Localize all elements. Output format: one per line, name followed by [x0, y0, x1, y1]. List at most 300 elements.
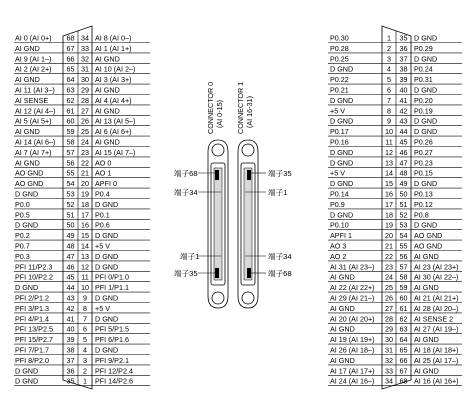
signal-label: AI 23 (AI 23+) [414, 262, 459, 272]
connector-1-subtitle: (AI 16-31) [245, 96, 254, 128]
signal-label: AO GND [414, 241, 443, 251]
pin-number: 60 [399, 293, 408, 303]
signal-label: AI 2 (AI 2+) [15, 64, 52, 74]
pin-number: 39 [66, 335, 75, 345]
pin-number: 63 [66, 85, 75, 95]
callout-c1-pin34: 端子34 [268, 252, 292, 261]
pin-number: 31 [385, 345, 393, 355]
signal-label: AI 31 (AI 23–) [330, 262, 375, 272]
signal-label: AI 7 (AI 7+) [15, 147, 52, 157]
signal-label: D GND [15, 366, 39, 376]
signal-label: AI 6 (AI 6+) [95, 127, 132, 137]
signal-label: P0.16 [330, 137, 349, 147]
signal-label: AI 12 (AI 4–) [15, 106, 56, 116]
pin-number: 23 [385, 262, 393, 272]
signal-label: AI 24 (AI 16–) [330, 376, 375, 386]
connector-0-top-screw [212, 144, 224, 156]
pin-number: 12 [385, 147, 393, 157]
signal-label: AI 22 (AI 22+) [330, 283, 375, 293]
signal-label: PFI 2/P1.2 [15, 293, 49, 303]
left_connector-row [14, 117, 150, 126]
pin-number: 68 [399, 376, 408, 386]
left_connector-row [14, 106, 150, 115]
pin-number: 8 [83, 303, 87, 313]
pin-number: 33 [81, 43, 89, 53]
pin-number: 64 [66, 75, 75, 85]
signal-label: P0.21 [330, 85, 349, 95]
signal-label: AI 8 (AI 0–) [95, 33, 132, 43]
signal-label: D GND [15, 283, 39, 293]
signal-label: AI GND [95, 54, 120, 64]
pin-number: 49 [399, 179, 408, 189]
signal-label: P0.20 [414, 95, 433, 105]
pin-number: 11 [81, 272, 89, 282]
signal-label: AI 19 (AI 19+) [330, 335, 375, 345]
connector-1-pinout [328, 26, 462, 389]
left_connector-row [14, 179, 150, 188]
signal-label: AI GND [15, 158, 40, 168]
signal-label: D GND [15, 189, 39, 199]
pin-number: 22 [385, 251, 393, 261]
pin-number: 19 [81, 189, 89, 199]
pin-number: 52 [399, 210, 408, 220]
pin-number: 9 [387, 116, 391, 126]
pin-number: 56 [66, 158, 75, 168]
callout-c0-pin68: 端子68 [174, 169, 198, 178]
signal-label: AO GND [15, 168, 44, 178]
pin-number: 21 [385, 241, 393, 251]
pin-number: 57 [399, 262, 408, 272]
signal-label: D GND [330, 64, 354, 74]
signal-label: AI 1 (AI 1+) [95, 43, 132, 53]
pin-number: 68 [66, 33, 75, 43]
signal-label: P0.4 [95, 189, 110, 199]
pin-number: 36 [66, 366, 75, 376]
signal-label: PFI 3/P1.3 [15, 303, 49, 313]
connector-0-socket-insert [214, 168, 222, 280]
pin-number: 50 [399, 189, 408, 199]
pin-number: 8 [387, 106, 391, 116]
signal-label: AO GND [414, 231, 443, 241]
left_connector-row [14, 200, 150, 209]
signal-label: AI 3 (AI 3+) [95, 75, 132, 85]
pin-number: 38 [399, 64, 408, 74]
left_connector-row [14, 148, 150, 157]
signal-label: PFI 4/P1.4 [15, 314, 49, 324]
center-connectors [174, 82, 292, 308]
pin-number: 50 [66, 220, 75, 230]
connector-1-title: CONNECTOR 1 [236, 81, 245, 134]
signal-label: PFI 10/P2.2 [15, 272, 53, 282]
signal-label: P0.26 [414, 137, 433, 147]
pin-number: 67 [66, 43, 75, 53]
left_connector-row [14, 96, 150, 105]
pin-number: 59 [399, 283, 408, 293]
pin-number: 18 [385, 210, 393, 220]
signal-label: D GND [95, 293, 119, 303]
pin-number: 66 [399, 355, 408, 365]
signal-label: APFI 1 [330, 231, 352, 241]
callout-c1-pin68: 端子68 [268, 269, 292, 278]
pin-number: 44 [66, 283, 75, 293]
signal-label: D GND [15, 220, 39, 230]
signal-label: P0.7 [15, 241, 30, 251]
pin-number: 40 [66, 324, 75, 334]
signal-label: AI 30 (AI 22–) [414, 272, 459, 282]
pin-number: 15 [385, 179, 393, 189]
pin-number: 43 [399, 116, 408, 126]
signal-label: AI 4 (AI 4+) [95, 95, 132, 105]
signal-label: P0.22 [330, 75, 349, 85]
connector-1-bottom-screw [242, 292, 254, 304]
pin-number: 41 [66, 314, 75, 324]
left_connector-row [14, 273, 150, 282]
pin-number: 34 [81, 33, 89, 43]
pin-number: 18 [81, 199, 89, 209]
pin-number: 62 [399, 314, 408, 324]
connector-0-bottom-screw [212, 292, 224, 304]
signal-label: AI 16 (AI 16+) [414, 376, 459, 386]
signal-label: PFI 13/P2.5 [15, 324, 53, 334]
pin-number: 37 [66, 355, 75, 365]
signal-label: P0.9 [330, 199, 345, 209]
connector-1-top-screw [242, 144, 254, 156]
pin-number: 40 [399, 85, 408, 95]
signal-label: AI GND [414, 283, 439, 293]
left_connector-row [14, 86, 150, 95]
signal-label: APFI 0 [95, 179, 117, 189]
left_connector-row [14, 127, 150, 136]
signal-label: AI 14 (AI 6–) [15, 137, 56, 147]
signal-label: +5 V [330, 106, 345, 116]
signal-label: AI 11 (AI 3–) [15, 85, 55, 95]
pin-number: 15 [81, 231, 89, 241]
pin-number: 4 [83, 345, 87, 355]
left_connector-row [14, 138, 150, 147]
pin-number: 32 [81, 54, 89, 64]
pin-number: 44 [399, 127, 408, 137]
signal-label: D GND [330, 210, 354, 220]
pin-number: 58 [399, 272, 408, 282]
signal-label: P0.25 [330, 54, 349, 64]
pin-number: 54 [66, 179, 75, 189]
pin-number: 16 [81, 220, 89, 230]
pin-number: 5 [83, 335, 87, 345]
connector-1-pin-marker-top [247, 170, 251, 180]
signal-label: PFI 6/P1.6 [95, 335, 129, 345]
pin-number: 55 [399, 241, 408, 251]
signal-label: P0.5 [15, 210, 30, 220]
signal-label: AI 0 (AI 0+) [15, 33, 52, 43]
pin-number: 52 [66, 199, 75, 209]
pin-number: 58 [66, 137, 75, 147]
pin-number: 12 [81, 262, 89, 272]
signal-label: P0.6 [95, 220, 110, 230]
signal-label: AI GND [330, 303, 355, 313]
signal-label: AI 5 (AI 5+) [15, 116, 52, 126]
left_connector-row [14, 283, 150, 292]
pin-number: 34 [385, 376, 393, 386]
signal-label: AI 21 (AI 21+) [414, 293, 459, 303]
signal-label: P0.23 [414, 158, 433, 168]
pin-number: 27 [81, 106, 89, 116]
pin-number: 10 [385, 127, 393, 137]
signal-label: PFI 5/P1.5 [95, 324, 129, 334]
left_connector-row [14, 34, 150, 43]
signal-label: AI GND [95, 106, 120, 116]
left_connector-row [14, 262, 150, 271]
pin-number: 3 [387, 54, 391, 64]
pin-number: 24 [81, 137, 89, 147]
signal-label: D GND [95, 199, 119, 209]
signal-label: AI GND [95, 137, 120, 147]
signal-label: AI GND [15, 75, 40, 85]
callout-c0-pin35: 端子35 [174, 269, 198, 278]
signal-label: P0.31 [414, 75, 433, 85]
pin-number: 51 [399, 199, 408, 209]
signal-label: D GND [95, 251, 119, 261]
signal-label: P0.15 [414, 168, 433, 178]
pin-number: 21 [81, 168, 89, 178]
pin-number: 62 [66, 95, 75, 105]
pin-number: 1 [83, 376, 87, 386]
signal-label: D GND [330, 147, 354, 157]
pin-number: 48 [66, 241, 75, 251]
signal-label: D GND [414, 116, 438, 126]
pin-number: 2 [83, 366, 87, 376]
left_connector-row [14, 242, 150, 251]
signal-label: AI 28 (AI 20–) [414, 303, 459, 313]
pin-number: 54 [399, 231, 408, 241]
pin-number: 65 [66, 64, 75, 74]
signal-label: D GND [95, 231, 119, 241]
pin-number: 48 [399, 168, 408, 178]
pin-number: 3 [83, 355, 87, 365]
pin-number: 17 [385, 199, 393, 209]
left_connector-row [14, 252, 150, 261]
pin-number: 46 [399, 147, 408, 157]
pin-number: 66 [66, 54, 75, 64]
pin-number: 20 [81, 179, 89, 189]
connector-0-title: CONNECTOR 0 [206, 81, 215, 134]
pin-number: 27 [385, 303, 393, 313]
signal-label: AI 18 (AI 18+) [414, 345, 459, 355]
pin-number: 10 [81, 283, 89, 293]
pin-number: 36 [399, 43, 408, 53]
pin-number: 46 [66, 262, 75, 272]
left_connector-row [14, 75, 150, 84]
signal-label: AO 3 [330, 241, 347, 251]
connector-1-socket-insert [244, 168, 252, 280]
pin-number: 14 [385, 168, 393, 178]
pin-number: 6 [387, 85, 391, 95]
pin-number: 35 [66, 376, 75, 386]
signal-label: +5 V [330, 168, 345, 178]
pin-number: 47 [66, 251, 75, 261]
left_connector-row [14, 169, 150, 178]
signal-label: P0.30 [330, 33, 349, 43]
signal-label: P0.24 [414, 64, 433, 74]
pin-number: 39 [399, 75, 408, 85]
signal-label: AI 20 (AI 20+) [330, 314, 375, 324]
signal-label: AI GND [330, 324, 355, 334]
pin-number: 1 [387, 33, 391, 43]
pin-number: 53 [66, 189, 75, 199]
signal-label: D GND [95, 314, 119, 324]
pin-number: 4 [387, 64, 391, 74]
connector-0-pin-marker-bottom [215, 268, 219, 278]
connector-1-drawing [238, 140, 258, 308]
signal-label: AI GND [414, 366, 439, 376]
left_connector-row [14, 221, 150, 230]
pin-number: 65 [399, 345, 408, 355]
signal-label: PFI 1/P1.1 [95, 283, 129, 293]
signal-label: AI SENSE [15, 95, 49, 105]
pin-number: 57 [66, 147, 75, 157]
signal-label: AO 0 [95, 158, 112, 168]
pin-number: 7 [83, 314, 87, 324]
signal-label: PFI 0/P1.0 [95, 272, 129, 282]
pin-number: 61 [399, 303, 408, 313]
signal-label: AI GND [95, 85, 120, 95]
pin-number: 2 [387, 43, 391, 53]
connector-0-pin-marker-top [215, 170, 219, 180]
pin-number: 53 [399, 220, 408, 230]
pin-number: 31 [81, 64, 89, 74]
pin-number: 56 [399, 251, 408, 261]
signal-label: P0.8 [414, 210, 429, 220]
pin-number: 38 [66, 345, 75, 355]
signal-label: AI 17 (AI 17+) [330, 366, 375, 376]
signal-label: D GND [414, 179, 438, 189]
pin-number: 42 [399, 106, 408, 116]
signal-label: AI 13 (AI 5–) [95, 116, 136, 126]
pin-number: 59 [66, 127, 75, 137]
pin-number: 60 [66, 116, 75, 126]
pin-number: 28 [385, 314, 393, 324]
pin-number: 19 [385, 220, 393, 230]
pin-number: 29 [81, 85, 89, 95]
pin-number: 6 [83, 324, 87, 334]
left_connector-row [14, 231, 150, 240]
signal-label: D GND [414, 54, 438, 64]
signal-label: D GND [330, 95, 354, 105]
signal-label: P0.12 [414, 199, 433, 209]
pin-number: 9 [83, 293, 87, 303]
left_connector-row [14, 210, 150, 219]
pin-number: 11 [385, 137, 393, 147]
signal-label: PFI 14/P2.6 [95, 376, 133, 386]
pin-number: 20 [385, 231, 393, 241]
signal-label: AI 27 (AI 19–) [414, 324, 459, 334]
signal-label: P0.27 [414, 147, 433, 157]
signal-label: +5 V [95, 241, 110, 251]
left_connector-row [14, 65, 150, 74]
signal-label: PFI 8/P2.0 [15, 355, 49, 365]
pin-number: 35 [399, 33, 408, 43]
signal-label: AI 9 (AI 1–) [15, 54, 52, 64]
connector-0-drawing [208, 140, 228, 308]
pin-number: 17 [81, 210, 89, 220]
pin-number: 41 [399, 95, 408, 105]
signal-label: D GND [330, 158, 354, 168]
signal-label: AI 26 (AI 18–) [330, 345, 375, 355]
callout-c1-pin1: 端子1 [268, 188, 288, 197]
signal-label: P0.10 [330, 220, 349, 230]
signal-label: AO 1 [95, 168, 112, 178]
signal-label: D GND [95, 262, 119, 272]
pin-number: 25 [385, 283, 393, 293]
pin-number: 29 [385, 324, 393, 334]
signal-label: AO 2 [330, 251, 347, 261]
callout-c1-pin35: 端子35 [268, 169, 292, 178]
pin-number: 14 [81, 241, 89, 251]
callout-c0-pin34: 端子34 [174, 188, 198, 197]
signal-label: AI 25 (AI 17–) [414, 355, 459, 365]
left_connector-row [14, 190, 150, 199]
pin-number: 45 [66, 272, 75, 282]
signal-label: +5 V [95, 303, 110, 313]
pin-number: 23 [81, 147, 89, 157]
signal-label: D GND [414, 127, 438, 137]
pin-number: 26 [81, 116, 89, 126]
connector-1-pin-marker-bottom [247, 268, 251, 278]
pin-number: 7 [387, 95, 391, 105]
signal-label: P0.19 [414, 106, 433, 116]
pin-number: 47 [399, 158, 408, 168]
signal-label: D GND [330, 116, 354, 126]
signal-label: PFI 12/P2.4 [95, 366, 133, 376]
pin-number: 37 [399, 54, 408, 64]
pin-number: 25 [81, 127, 89, 137]
signal-label: PFI 15/P2.7 [15, 335, 53, 345]
left_connector-row [14, 44, 150, 53]
pin-number: 51 [66, 210, 75, 220]
pin-number: 30 [81, 75, 89, 85]
callout-c0-pin1: 端子1 [180, 252, 200, 261]
signal-label: P0.13 [414, 189, 433, 199]
connector-0-subtitle: (AI 0-15) [215, 100, 224, 128]
signal-label: AI 29 (AI 21–) [330, 293, 375, 303]
pin-number: 33 [385, 366, 393, 376]
pin-number: 16 [385, 189, 393, 199]
signal-label: P0.1 [95, 210, 110, 220]
pin-number: 26 [385, 293, 393, 303]
pin-number: 13 [385, 158, 393, 168]
pin-number: 30 [385, 335, 393, 345]
pin-number: 24 [385, 272, 393, 282]
signal-label: P0.28 [330, 43, 349, 53]
signal-label: AI SENSE 2 [414, 314, 454, 324]
pin-number: 42 [66, 303, 75, 313]
pin-number: 28 [81, 95, 89, 105]
signal-label: AI 15 (AI 7–) [95, 147, 136, 157]
signal-label: D GND [414, 220, 438, 230]
signal-label: D GND [95, 345, 119, 355]
signal-label: D GND [414, 85, 438, 95]
pin-number: 67 [399, 366, 408, 376]
signal-label: P0.0 [15, 199, 30, 209]
pin-number: 22 [81, 158, 89, 168]
signal-label: AI GND [15, 43, 40, 53]
left_connector-row [14, 158, 150, 167]
signal-label: P0.2 [15, 231, 30, 241]
pin-number: 5 [387, 75, 391, 85]
signal-label: AI GND [414, 251, 439, 261]
pin-number: 55 [66, 168, 75, 178]
left_connector-row [14, 54, 150, 63]
pin-number: 61 [66, 106, 75, 116]
